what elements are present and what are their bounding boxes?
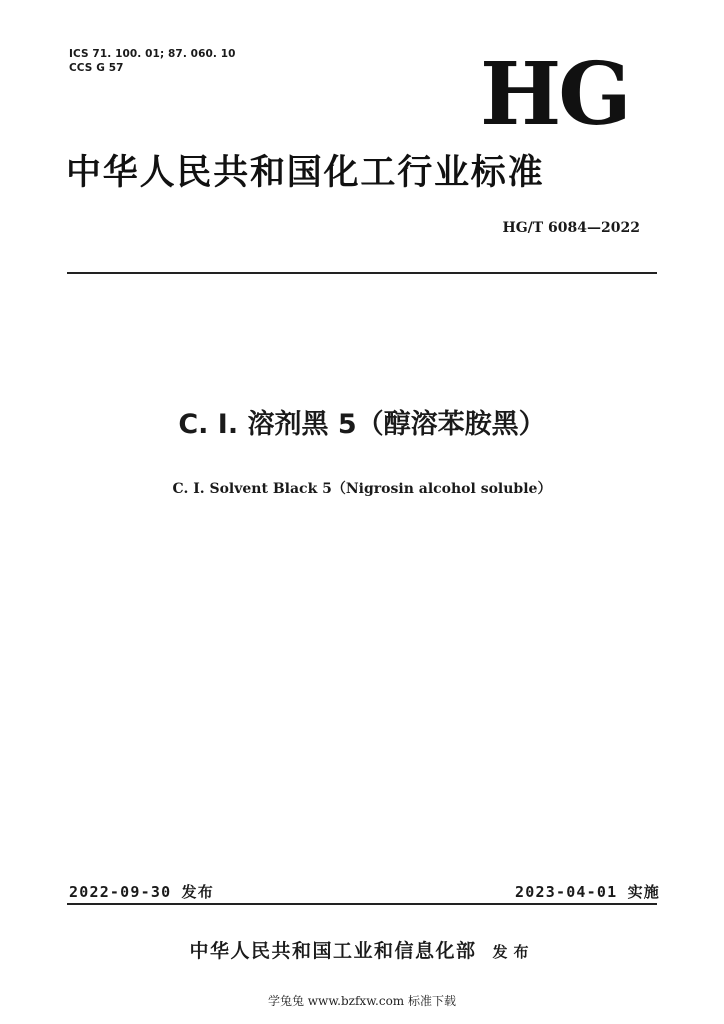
org-title: 中华人民共和国化工行业标准 [66, 153, 545, 193]
bottom-divider [67, 903, 657, 905]
watermark: 学兔兔 www.bzfxw.com 标准下载 [267, 994, 457, 1008]
issuer-name: 中华人民共和国工业和信息化部 [189, 940, 477, 962]
implement-date: 2023-04-01 实施 [515, 883, 660, 901]
ics-code: ICS 71. 100. 01; 87. 060. 10 [69, 48, 236, 60]
issue-word: 发布 [492, 943, 535, 961]
document-title-chinese: C. I. 溶剂黑 5（醇溶苯胺黑） [178, 409, 546, 440]
top-divider [67, 272, 657, 274]
standard-number: HG/T 6084—2022 [502, 220, 640, 236]
hg-logo: HG [480, 44, 629, 145]
document-title-english: C. I. Solvent Black 5（Nigrosin alcohol soluble） [172, 481, 552, 497]
issuer-line [0, 937, 724, 966]
ccs-code: CCS G 57 [69, 62, 124, 74]
publish-date: 2022-09-30 发布 [69, 883, 214, 901]
